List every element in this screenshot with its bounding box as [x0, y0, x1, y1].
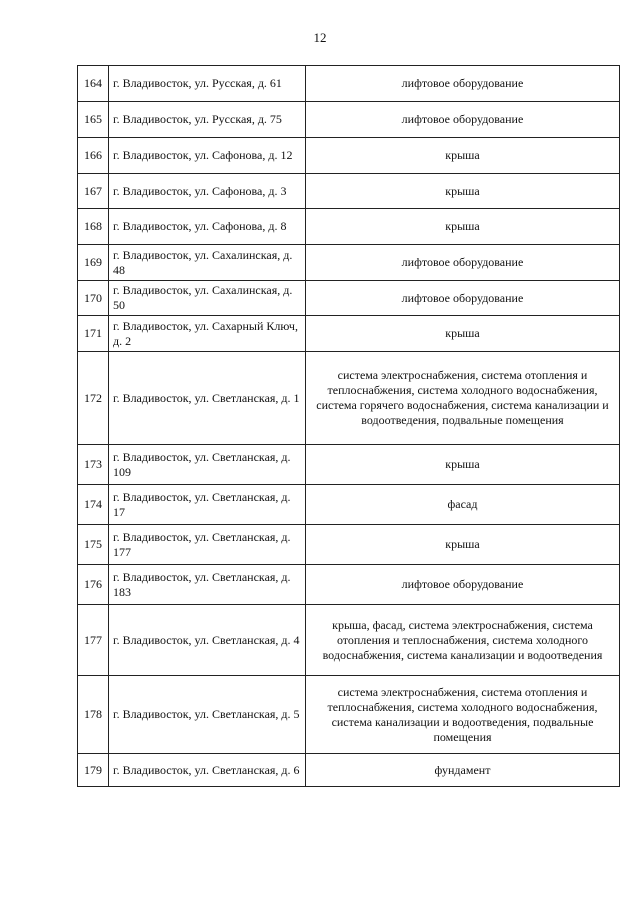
table-row: [78, 281, 620, 316]
table-row: [78, 605, 620, 676]
row-number: 170: [78, 281, 109, 316]
row-number: 175: [78, 525, 109, 565]
row-number: 165: [78, 102, 109, 138]
table-row: [78, 754, 620, 787]
row-address: г. Владивосток, ул. Светланская, д. 109: [109, 445, 306, 485]
row-number: 167: [78, 174, 109, 209]
table-row: [78, 352, 620, 445]
row-address: г. Владивосток, ул. Светланская, д. 5: [109, 676, 306, 754]
table-row: [78, 316, 620, 352]
row-works: крыша: [306, 445, 620, 485]
row-address: г. Владивосток, ул. Русская, д. 61: [109, 66, 306, 102]
address-works-table: [77, 65, 620, 787]
row-number: 168: [78, 209, 109, 245]
row-works: крыша: [306, 209, 620, 245]
row-number: 164: [78, 66, 109, 102]
table-row: [78, 174, 620, 209]
row-works: система электроснабжения, система отопления и теплоснабжения, система холодного водоснабжения, система горячего водоснабжения, система канализации и водоотведения, подвальные помещения: [306, 352, 620, 445]
row-works: лифтовое оборудование: [306, 102, 620, 138]
table-row: [78, 66, 620, 102]
row-address: г. Владивосток, ул. Светланская, д. 183: [109, 565, 306, 605]
row-number: 166: [78, 138, 109, 174]
row-number: 179: [78, 754, 109, 787]
row-address: г. Владивосток, ул. Светланская, д. 1: [109, 352, 306, 445]
row-works: крыша: [306, 525, 620, 565]
row-address: г. Владивосток, ул. Сахарный Ключ, д. 2: [109, 316, 306, 352]
table-row: [78, 485, 620, 525]
row-number: 172: [78, 352, 109, 445]
row-works: система электроснабжения, система отопления и теплоснабжения, система холодного водоснабжения, система канализации и водоотведения, подвальные помещения: [306, 676, 620, 754]
table-row: [78, 445, 620, 485]
row-address: г. Владивосток, ул. Светланская, д. 177: [109, 525, 306, 565]
row-number: 177: [78, 605, 109, 676]
row-address: г. Владивосток, ул. Сафонова, д. 3: [109, 174, 306, 209]
row-number: 178: [78, 676, 109, 754]
table-row: [78, 209, 620, 245]
table-row: [78, 102, 620, 138]
row-number: 174: [78, 485, 109, 525]
row-number: 176: [78, 565, 109, 605]
table-row: [78, 245, 620, 281]
table-row: [78, 525, 620, 565]
row-address: г. Владивосток, ул. Сахалинская, д. 48: [109, 245, 306, 281]
row-works: лифтовое оборудование: [306, 66, 620, 102]
row-address: г. Владивосток, ул. Светланская, д. 4: [109, 605, 306, 676]
table-row: [78, 676, 620, 754]
row-works: фундамент: [306, 754, 620, 787]
table-row: [78, 565, 620, 605]
row-address: г. Владивосток, ул. Сахалинская, д. 50: [109, 281, 306, 316]
row-works: крыша: [306, 138, 620, 174]
row-works: фасад: [306, 485, 620, 525]
row-number: 169: [78, 245, 109, 281]
table-row: [78, 138, 620, 174]
row-works: лифтовое оборудование: [306, 565, 620, 605]
row-number: 173: [78, 445, 109, 485]
row-works: лифтовое оборудование: [306, 281, 620, 316]
row-address: г. Владивосток, ул. Сафонова, д. 12: [109, 138, 306, 174]
row-works: лифтовое оборудование: [306, 245, 620, 281]
row-number: 171: [78, 316, 109, 352]
page-number: 12: [313, 30, 327, 45]
row-address: г. Владивосток, ул. Светланская, д. 17: [109, 485, 306, 525]
row-address: г. Владивосток, ул. Светланская, д. 6: [109, 754, 306, 787]
row-address: г. Владивосток, ул. Сафонова, д. 8: [109, 209, 306, 245]
row-works: крыша: [306, 316, 620, 352]
row-works: крыша: [306, 174, 620, 209]
row-address: г. Владивосток, ул. Русская, д. 75: [109, 102, 306, 138]
row-works: крыша, фасад, система электроснабжения, система отопления и теплоснабжения, система холодного водоснабжения, система канализации и водоотведения: [306, 605, 620, 676]
